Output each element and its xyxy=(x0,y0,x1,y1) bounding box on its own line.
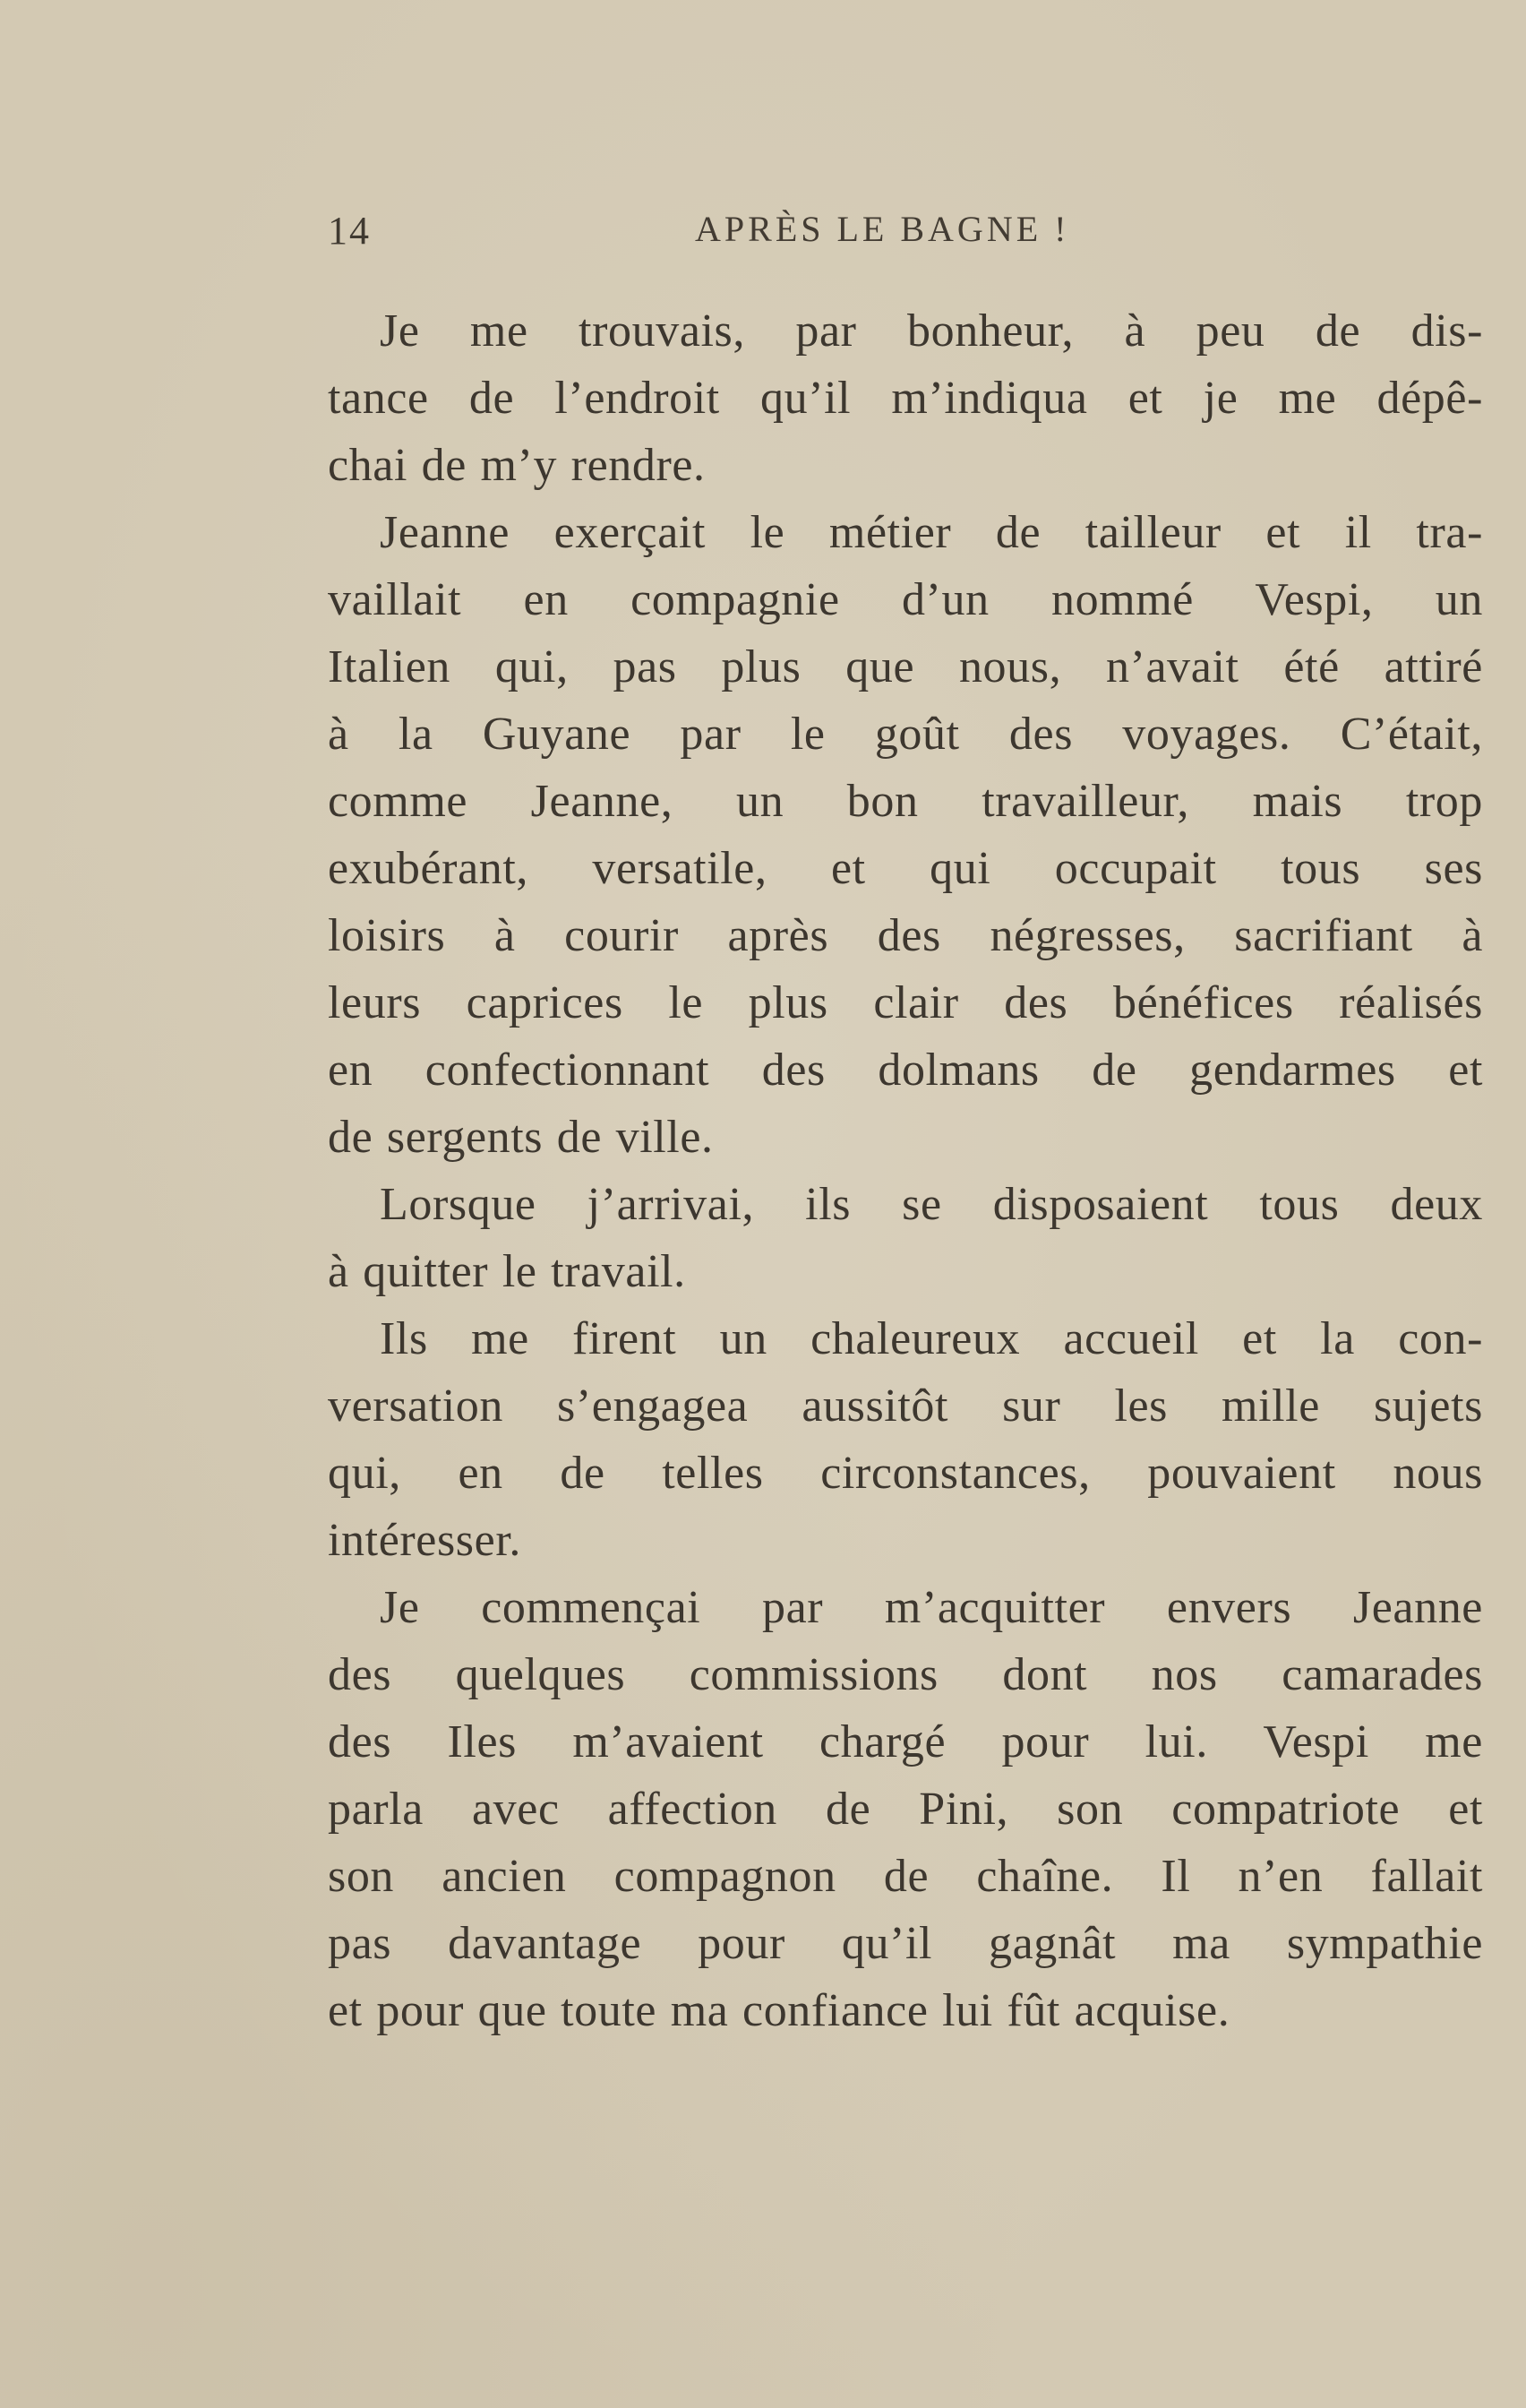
text-line: qui, en de telles circonstances, pouvaient nous xyxy=(328,1448,1483,1499)
text-line: intéresser. xyxy=(328,1515,521,1566)
text-line: des quelques commissions dont nos camarades xyxy=(328,1649,1483,1700)
text-line: vaillait en compagnie d’un nommé Vespi, un xyxy=(328,574,1483,625)
text-line: tance de l’endroit qu’il m’indiqua et je me dépê- xyxy=(328,373,1483,424)
text-line: leurs caprices le plus clair des bénéfices réalisés xyxy=(328,977,1483,1028)
text-line: des Iles m’avaient chargé pour lui. Vespi me xyxy=(328,1716,1483,1767)
running-title: APRÈS LE BAGNE ! xyxy=(695,209,1070,249)
text-line: chai de m’y rendre. xyxy=(328,440,706,491)
text-line: comme Jeanne, un bon travailleur, mais trop xyxy=(328,776,1483,827)
text-line: à la Guyane par le goût des voyages. C’était, xyxy=(328,709,1483,760)
text-line: en confectionnant des dolmans de gendarmes et xyxy=(328,1045,1483,1096)
text-line: pas davantage pour qu’il gagnât ma sympathie xyxy=(328,1918,1483,1969)
text-line: Lorsque j’arrivai, ils se disposaient tous deux xyxy=(380,1179,1483,1230)
running-head xyxy=(328,208,1483,271)
text-line: son ancien compagnon de chaîne. Il n’en fallait xyxy=(328,1851,1483,1902)
text-line: Je commençai par m’acquitter envers Jeanne xyxy=(380,1582,1483,1633)
text-line: loisirs à courir après des négresses, sacrifiant à xyxy=(328,910,1483,961)
text-line: parla avec affection de Pini, son compatriote et xyxy=(328,1784,1483,1835)
text-line: Italien qui, pas plus que nous, n’avait été attiré xyxy=(328,641,1483,692)
page-number: 14 xyxy=(328,209,371,253)
text-line: Je me trouvais, par bonheur, à peu de dis- xyxy=(380,305,1483,357)
text-line: de sergents de ville. xyxy=(328,1112,714,1163)
text-line: exubérant, versatile, et qui occupait tous ses xyxy=(328,843,1483,894)
text-line: Ils me firent un chaleureux accueil et la con- xyxy=(380,1313,1483,1364)
text-line: versation s’engagea aussitôt sur les mille sujets xyxy=(328,1380,1483,1432)
body-text xyxy=(328,297,1483,2044)
text-line: Jeanne exerçait le métier de tailleur et il tra- xyxy=(380,507,1483,558)
text-line: et pour que toute ma confiance lui fût acquise. xyxy=(328,1985,1230,2036)
text-line: à quitter le travail. xyxy=(328,1246,686,1297)
